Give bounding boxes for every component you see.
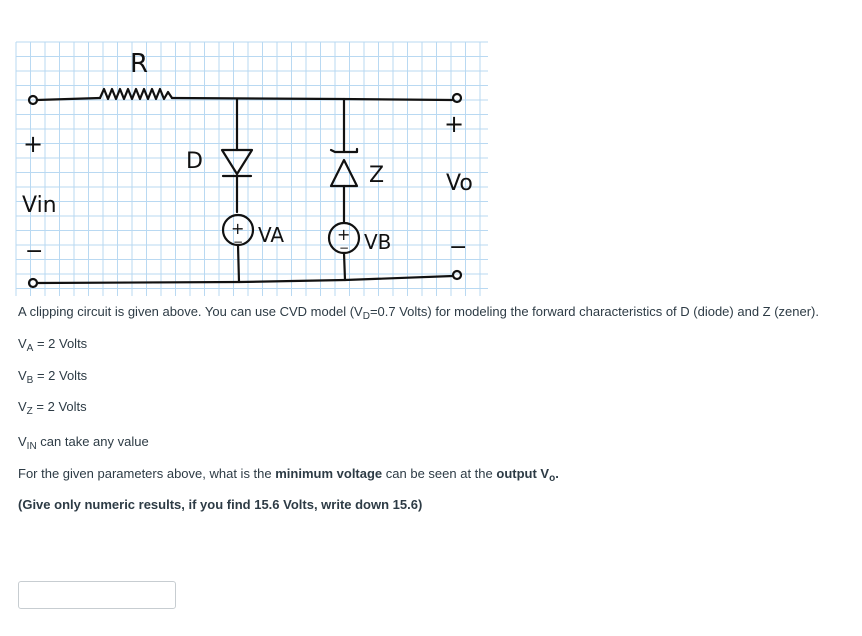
input-minus-label: − xyxy=(25,239,44,264)
answer-input[interactable] xyxy=(18,581,176,609)
diode-label: D xyxy=(186,149,203,174)
graph-paper-grid xyxy=(16,42,488,296)
output-minus-label: − xyxy=(449,235,468,260)
output-bottom-terminal xyxy=(453,271,461,279)
question-ask: For the given parameters above, what is the minimum voltage can be seen at the output $V_o$. xyxy=(18,466,559,484)
source-a-plus: + xyxy=(231,219,245,238)
source-b-plus: + xyxy=(337,225,351,244)
question-intro: A clipping circuit is given above. You can use CVD model ($V_D=0.7$ Volts) for modeling the forward characteristics of D (diode) and Z (zener). xyxy=(18,304,819,322)
question-instruction: (Give only numeric results, if you find 15.6 Volts, write down 15.6) xyxy=(18,497,423,512)
source-b-label: VB xyxy=(364,230,392,254)
zener-label: Z xyxy=(369,163,385,188)
param-vb: $V_B = 2$ Volts xyxy=(18,368,88,386)
output-top-terminal xyxy=(453,94,461,102)
diode-branch-wire-bottom xyxy=(238,245,239,282)
input-label: Vin xyxy=(22,193,57,218)
source-a-minus: − xyxy=(233,235,244,249)
param-vin: $V_{IN}$ can take any value xyxy=(18,434,149,452)
circuit-diagram xyxy=(0,0,862,300)
source-b-minus: − xyxy=(339,241,350,255)
bottom-wire xyxy=(37,276,453,283)
source-a-label: VA xyxy=(258,223,285,247)
input-plus-label: + xyxy=(23,130,44,158)
output-plus-label: + xyxy=(444,110,465,138)
output-label: Vo xyxy=(446,171,473,196)
zener-branch-wire-bottom xyxy=(344,253,345,280)
param-va: $V_A = 2$ Volts xyxy=(18,336,88,354)
resistor-label: R xyxy=(130,49,149,79)
param-vz: $V_Z = 2$ Volts xyxy=(18,399,87,417)
